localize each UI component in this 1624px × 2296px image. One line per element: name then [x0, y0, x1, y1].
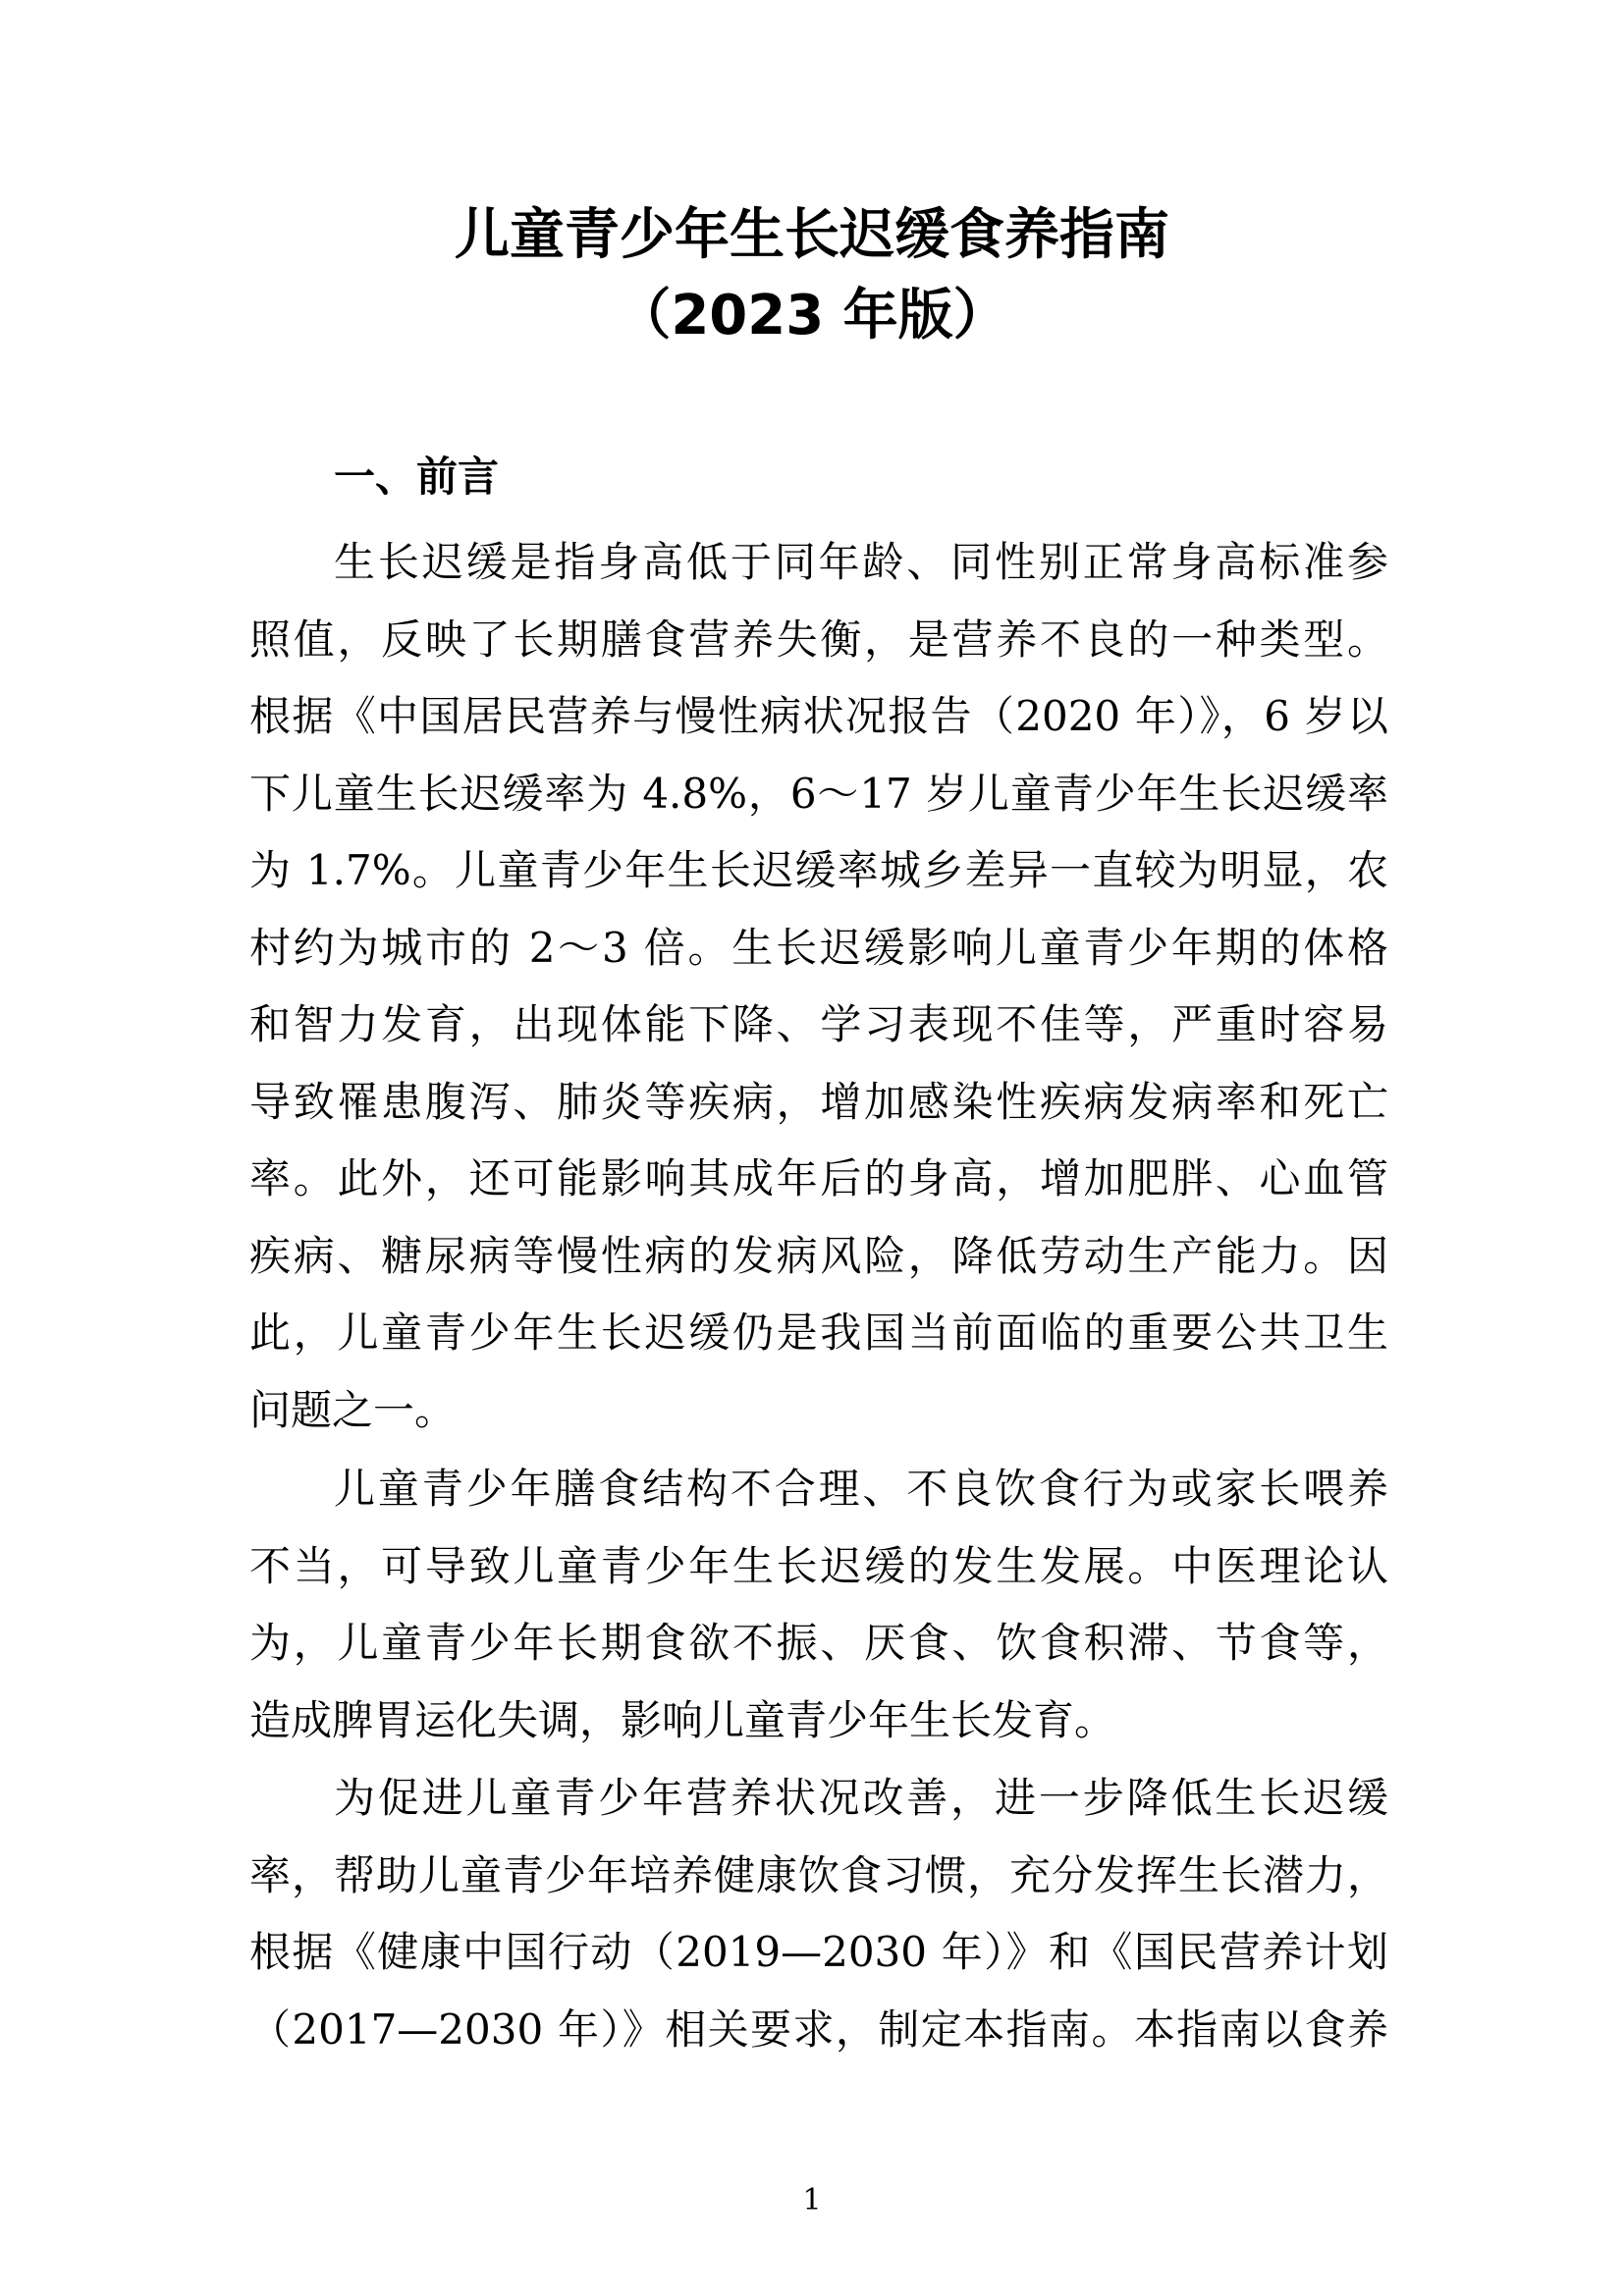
paragraph-line: 不当，可导致儿童青少年生长迟缓的发生发展。中医理论认 [249, 1541, 1388, 1590]
paragraph-line: 率，帮助儿童青少年培养健康饮食习惯，充分发挥生长潜力， [249, 1850, 1388, 1899]
paragraph-line: 和智力发育，出现体能下降、学习表现不佳等，严重时容易 [249, 1000, 1388, 1048]
paragraph-line: 根据《中国居民营养与慢性病状况报告（2020 年）》，6 岁以 [249, 692, 1388, 740]
paragraph-line: 照值，反映了长期膳食营养失衡，是营养不良的一种类型。 [249, 614, 1388, 664]
paragraph-line: 疾病、糖尿病等慢性病的发病风险，降低劳动生产能力。因 [249, 1231, 1388, 1280]
section-heading: 一、前言 [334, 453, 500, 501]
document-title: 儿童青少年生长迟缓食养指南 [455, 203, 1169, 267]
paragraph-line: 根据《健康中国行动（2019—2030 年）》和《国民营养计划 [249, 1928, 1388, 1976]
paragraph-purpose [249, 1760, 1388, 2068]
paragraph-line: 此，儿童青少年生长迟缓仍是我国当前面临的重要公共卫生 [249, 1308, 1388, 1357]
paragraph-line: 生长迟缓是指身高低于同年龄、同性别正常身高标准参 [334, 538, 1388, 586]
paragraph-line: 为，儿童青少年长期食欲不振、厌食、饮食积滞、节食等， [249, 1619, 1388, 1667]
paragraph-line: 儿童青少年膳食结构不合理、不良饮食行为或家长喂养 [334, 1465, 1388, 1513]
paragraph-line: 造成脾胃运化失调，影响儿童青少年生长发育。 [249, 1695, 1116, 1744]
paragraph-line: 下儿童生长迟缓率为 4.8%，6～17 岁儿童青少年生长迟缓率 [249, 769, 1388, 818]
paragraph-line: 率。此外，还可能影响其成年后的身高，增加肥胖、心血管 [249, 1154, 1388, 1202]
paragraph-line: 为 1.7%。儿童青少年生长迟缓率城乡差异一直较为明显，农 [249, 846, 1388, 894]
paragraph-line: （2017—2030 年）》相关要求，制定本指南。本指南以食养 [249, 2004, 1388, 2054]
paragraph-line: 为促进儿童青少年营养状况改善，进一步降低生长迟缓 [334, 1774, 1388, 1822]
paragraph-line: 问题之一。 [249, 1385, 457, 1434]
page-number: 1 [802, 2183, 822, 2217]
paragraph-intro [249, 524, 1388, 1449]
document-subtitle: （2023 年版） [616, 284, 1008, 347]
paragraph-line: 村约为城市的 2～3 倍。生长迟缓影响儿童青少年期的体格 [249, 923, 1388, 972]
paragraph-causes [249, 1451, 1388, 1759]
paragraph-line: 导致罹患腹泻、肺炎等疾病，增加感染性疾病发病率和死亡 [249, 1077, 1388, 1126]
